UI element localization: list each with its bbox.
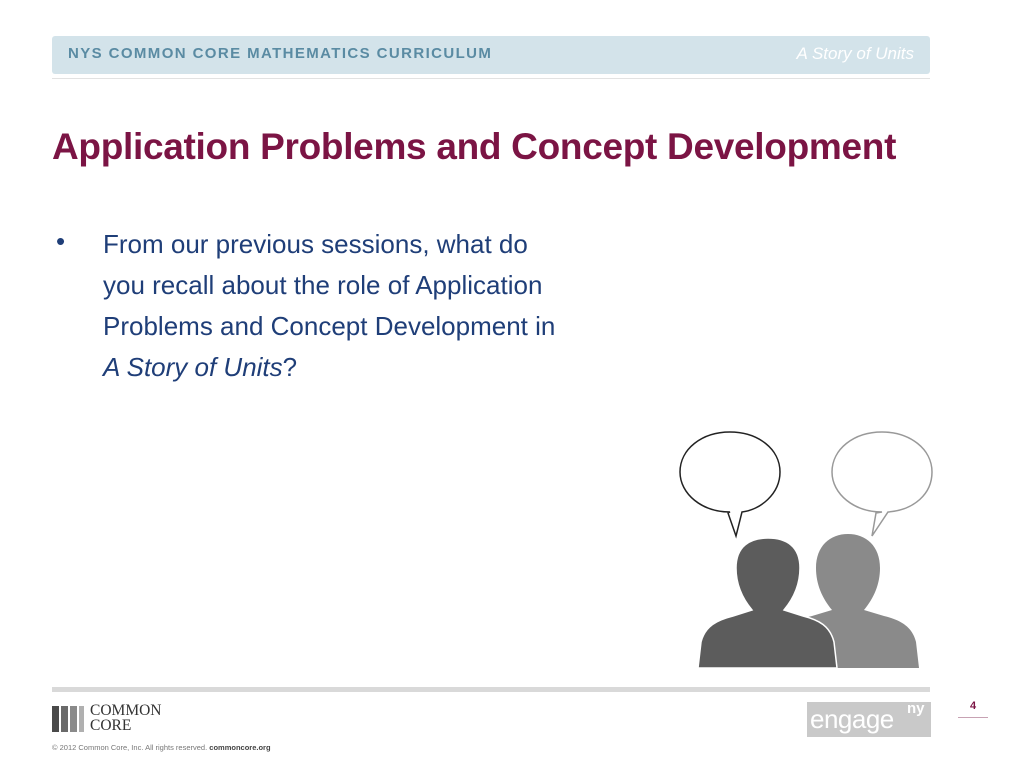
curriculum-title: NYS COMMON CORE MATHEMATICS CURRICULUM [68, 45, 493, 62]
header-divider [52, 78, 930, 79]
common-core-logo-text [90, 703, 161, 733]
story-of-units-italic: A Story of Units [103, 352, 283, 382]
speech-bubble-left-icon [680, 432, 780, 536]
bullet-text [103, 224, 663, 388]
engage-ny-superscript: ny [907, 700, 925, 717]
footer-divider [52, 687, 930, 692]
page-number-underline [958, 717, 988, 718]
slide-title: Application Problems and Concept Development [52, 126, 897, 167]
two-people-speech-bubbles-icon [672, 428, 942, 673]
copyright-text: © 2012 Common Core, Inc. All rights reserved. [52, 743, 208, 752]
story-title: A Story of Units [796, 44, 914, 63]
logo-line-2: CORE [90, 717, 132, 734]
bullet-line-4 [103, 347, 663, 388]
page-number: 4 [969, 700, 977, 712]
question-mark: ? [282, 352, 298, 382]
person-left-icon [698, 538, 837, 668]
bullet-line-1: From our previous sessions, what do [103, 229, 528, 259]
bullet-line-3: Problems and Concept Development in [103, 311, 556, 341]
speech-bubble-right-icon [832, 432, 932, 536]
engage-ny-logo [807, 702, 931, 737]
header-bar [52, 36, 930, 74]
bullet-line-2: you recall about the role of Application [103, 270, 543, 300]
common-core-logo [52, 704, 192, 734]
bullet-marker: • [56, 226, 66, 256]
logo-line-1: COMMON [90, 702, 162, 719]
commoncore-link[interactable]: commoncore.org [209, 743, 271, 752]
copyright-notice [52, 743, 271, 752]
engage-word: engage [810, 704, 894, 734]
